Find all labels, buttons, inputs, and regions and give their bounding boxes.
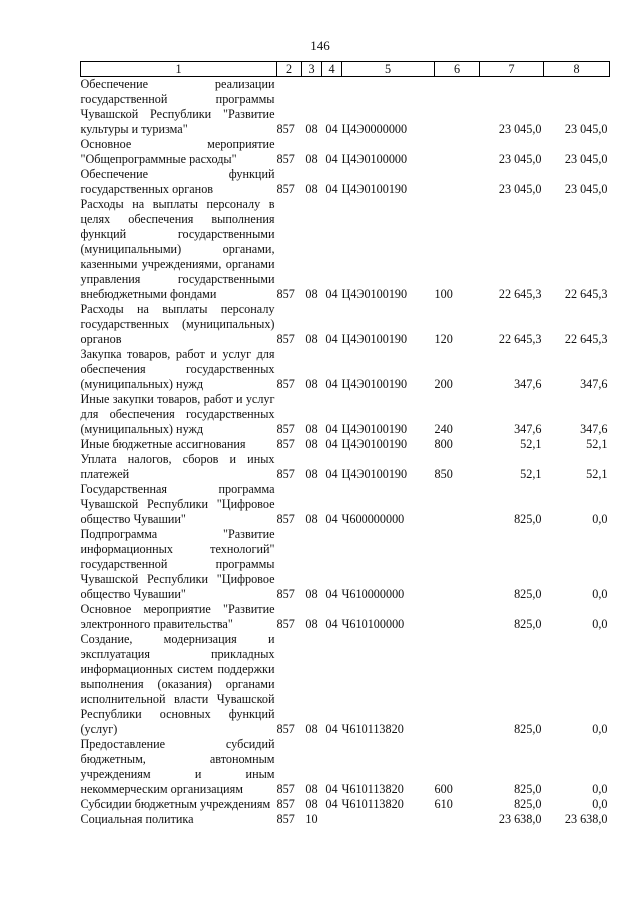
target-article: Ц4Э0000000 xyxy=(341,122,408,136)
expense-type: 610 xyxy=(434,797,453,811)
amount-year-2: 347,6 xyxy=(580,377,608,391)
header-col-4: 4 xyxy=(322,62,342,77)
subsection: 04 xyxy=(325,512,338,526)
target-article: Ц4Э0100190 xyxy=(341,182,408,196)
target-article: Ц4Э0100190 xyxy=(341,437,408,451)
section: 08 xyxy=(305,182,318,196)
amount-year-1: 825,0 xyxy=(514,617,542,631)
amount-year-2: 23 638,0 xyxy=(564,812,608,826)
page-number: 146 xyxy=(310,38,330,53)
subsection: 04 xyxy=(325,152,338,166)
amount-year-2: 22 645,3 xyxy=(564,332,608,346)
amount-year-1: 52,1 xyxy=(520,437,542,451)
admin-code: 857 xyxy=(276,182,295,196)
item-name: Социальная политика xyxy=(80,812,194,826)
amount-year-2: 0,0 xyxy=(592,722,608,736)
target-article: Ч610113820 xyxy=(341,722,404,736)
table-row xyxy=(81,437,610,452)
amount-year-2: 23 045,0 xyxy=(564,152,608,166)
expense-type xyxy=(435,137,480,167)
budget-table xyxy=(80,61,610,827)
item-name: Иные закупки товаров, работ и услуг для обеспечения государственных (муниципальных) нужд xyxy=(80,392,275,436)
subsection: 04 xyxy=(325,422,338,436)
amount-year-2: 52,1 xyxy=(586,467,608,481)
admin-code: 857 xyxy=(276,797,295,811)
table-row xyxy=(81,632,610,737)
target-article: Ч600000000 xyxy=(341,512,405,526)
section: 08 xyxy=(305,152,318,166)
item-name: Предоставление субсидий бюджетным, автономным учреждениям и иным некоммерческим организациям xyxy=(80,737,275,796)
item-name: Субсидии бюджетным учреждениям xyxy=(80,797,271,811)
subsection: 04 xyxy=(325,617,338,631)
table-row xyxy=(81,77,610,138)
item-name: Основное мероприятие "Развитие электронного правительства" xyxy=(80,602,275,631)
admin-code: 857 xyxy=(276,152,295,166)
item-name: Закупка товаров, работ и услуг для обеспечения государственных (муниципальных) нужд xyxy=(80,347,275,391)
subsection xyxy=(322,812,342,827)
item-name: Государственная программа Чувашской Республики "Цифровое общество Чувашии" xyxy=(80,482,275,526)
section: 08 xyxy=(305,797,318,811)
table-row xyxy=(81,167,610,197)
table-row xyxy=(81,482,610,527)
amount-year-1: 825,0 xyxy=(514,782,542,796)
admin-code: 857 xyxy=(276,437,295,451)
section: 08 xyxy=(305,722,318,736)
item-name: Иные бюджетные ассигнования xyxy=(80,437,246,451)
expense-type: 850 xyxy=(434,467,453,481)
target-article xyxy=(342,812,435,827)
item-name: Обеспечение функций государственных органов xyxy=(80,167,275,196)
subsection: 04 xyxy=(325,587,338,601)
amount-year-1: 22 645,3 xyxy=(498,332,542,346)
amount-year-1: 23 638,0 xyxy=(498,812,542,826)
target-article: Ц4Э0100190 xyxy=(341,467,408,481)
amount-year-1: 23 045,0 xyxy=(498,182,542,196)
admin-code: 857 xyxy=(276,122,295,136)
item-name: Подпрограмма "Развитие информационных технологий" государственной программы Чувашской Республики "Цифровое общество Чувашии" xyxy=(80,527,275,601)
section: 08 xyxy=(305,422,318,436)
amount-year-2: 347,6 xyxy=(580,422,608,436)
section: 08 xyxy=(305,617,318,631)
header-col-2: 2 xyxy=(277,62,302,77)
item-name: Расходы на выплаты персоналу в целях обеспечения выполнения функций государственными (муниципальными) органами, казенными учреждениями, органами управления государственными внебюджетными фондами xyxy=(80,197,275,301)
item-name: Основное мероприятие "Общепрограммные расходы" xyxy=(80,137,275,166)
amount-year-2: 0,0 xyxy=(592,512,608,526)
item-name: Расходы на выплаты персоналу государственных (муниципальных) органов xyxy=(80,302,275,346)
admin-code: 857 xyxy=(276,587,295,601)
expense-type: 100 xyxy=(434,287,453,301)
section: 08 xyxy=(305,587,318,601)
section: 08 xyxy=(305,332,318,346)
subsection: 04 xyxy=(325,377,338,391)
subsection: 04 xyxy=(325,722,338,736)
amount-year-2: 23 045,0 xyxy=(564,122,608,136)
amount-year-1: 347,6 xyxy=(514,377,542,391)
header-col-8: 8 xyxy=(544,62,610,77)
section: 08 xyxy=(305,467,318,481)
header-col-7: 7 xyxy=(480,62,544,77)
amount-year-2: 52,1 xyxy=(586,437,608,451)
expense-type: 800 xyxy=(434,437,453,451)
target-article: Ц4Э0100190 xyxy=(341,287,408,301)
header-col-3: 3 xyxy=(302,62,322,77)
amount-year-2: 0,0 xyxy=(592,587,608,601)
table-row xyxy=(81,797,610,812)
amount-year-1: 23 045,0 xyxy=(498,122,542,136)
table-row xyxy=(81,812,610,827)
item-name: Обеспечение реализации государственной программы Чувашской Республики "Развитие культуры и туризма" xyxy=(80,77,275,136)
amount-year-1: 347,6 xyxy=(514,422,542,436)
table-row xyxy=(81,527,610,602)
table-row xyxy=(81,737,610,797)
table-row xyxy=(81,452,610,482)
admin-code: 857 xyxy=(276,467,295,481)
section: 08 xyxy=(305,122,318,136)
amount-year-2: 0,0 xyxy=(592,797,608,811)
amount-year-2: 0,0 xyxy=(592,782,608,796)
header-col-5: 5 xyxy=(342,62,435,77)
header-row xyxy=(81,62,610,77)
admin-code: 857 xyxy=(276,332,295,346)
target-article: Ч610100000 xyxy=(341,617,405,631)
expense-type xyxy=(435,632,480,737)
table-row xyxy=(81,137,610,167)
amount-year-1: 22 645,3 xyxy=(498,287,542,301)
section: 08 xyxy=(305,782,318,796)
section: 08 xyxy=(305,512,318,526)
amount-year-1: 825,0 xyxy=(514,512,542,526)
amount-year-2: 0,0 xyxy=(592,617,608,631)
amount-year-1: 825,0 xyxy=(514,722,542,736)
target-article: Ч610113820 xyxy=(341,782,404,796)
table-row xyxy=(81,347,610,392)
expense-type xyxy=(435,812,480,827)
table-row xyxy=(81,602,610,632)
header-col-6: 6 xyxy=(435,62,480,77)
subsection: 04 xyxy=(325,797,338,811)
expense-type: 200 xyxy=(434,377,453,391)
expense-type: 240 xyxy=(434,422,453,436)
expense-type xyxy=(435,602,480,632)
item-name: Уплата налогов, сборов и иных платежей xyxy=(80,452,275,481)
expense-type xyxy=(435,482,480,527)
amount-year-1: 825,0 xyxy=(514,587,542,601)
amount-year-1: 52,1 xyxy=(520,467,542,481)
admin-code: 857 xyxy=(276,617,295,631)
table-row xyxy=(81,392,610,437)
section: 08 xyxy=(305,377,318,391)
subsection: 04 xyxy=(325,122,338,136)
admin-code: 857 xyxy=(276,377,295,391)
expense-type: 120 xyxy=(434,332,453,346)
admin-code: 857 xyxy=(276,422,295,436)
admin-code: 857 xyxy=(276,722,295,736)
subsection: 04 xyxy=(325,782,338,796)
target-article: Ч610000000 xyxy=(341,587,405,601)
section: 10 xyxy=(305,812,318,826)
admin-code: 857 xyxy=(276,812,295,826)
amount-year-2: 22 645,3 xyxy=(564,287,608,301)
amount-year-2: 23 045,0 xyxy=(564,182,608,196)
subsection: 04 xyxy=(325,467,338,481)
expense-type: 600 xyxy=(434,782,453,796)
expense-type xyxy=(435,77,480,138)
section: 08 xyxy=(305,287,318,301)
table-row xyxy=(81,197,610,302)
amount-year-1: 825,0 xyxy=(514,797,542,811)
item-name: Создание, модернизация и эксплуатация прикладных информационных систем поддержки выполнения (оказания) органами исполнительной власти Чувашской Республики основных функций (услуг) xyxy=(80,632,275,736)
amount-year-1: 23 045,0 xyxy=(498,152,542,166)
header-col-1: 1 xyxy=(81,62,277,77)
target-article: Ц4Э0100190 xyxy=(341,422,408,436)
target-article: Ц4Э0100000 xyxy=(341,152,408,166)
subsection: 04 xyxy=(325,332,338,346)
target-article: Ч610113820 xyxy=(341,797,404,811)
expense-type xyxy=(435,167,480,197)
table-row xyxy=(81,302,610,347)
section: 08 xyxy=(305,437,318,451)
admin-code: 857 xyxy=(276,287,295,301)
admin-code: 857 xyxy=(276,512,295,526)
target-article: Ц4Э0100190 xyxy=(341,332,408,346)
admin-code: 857 xyxy=(276,782,295,796)
subsection: 04 xyxy=(325,437,338,451)
expense-type xyxy=(435,527,480,602)
subsection: 04 xyxy=(325,182,338,196)
target-article: Ц4Э0100190 xyxy=(341,377,408,391)
subsection: 04 xyxy=(325,287,338,301)
